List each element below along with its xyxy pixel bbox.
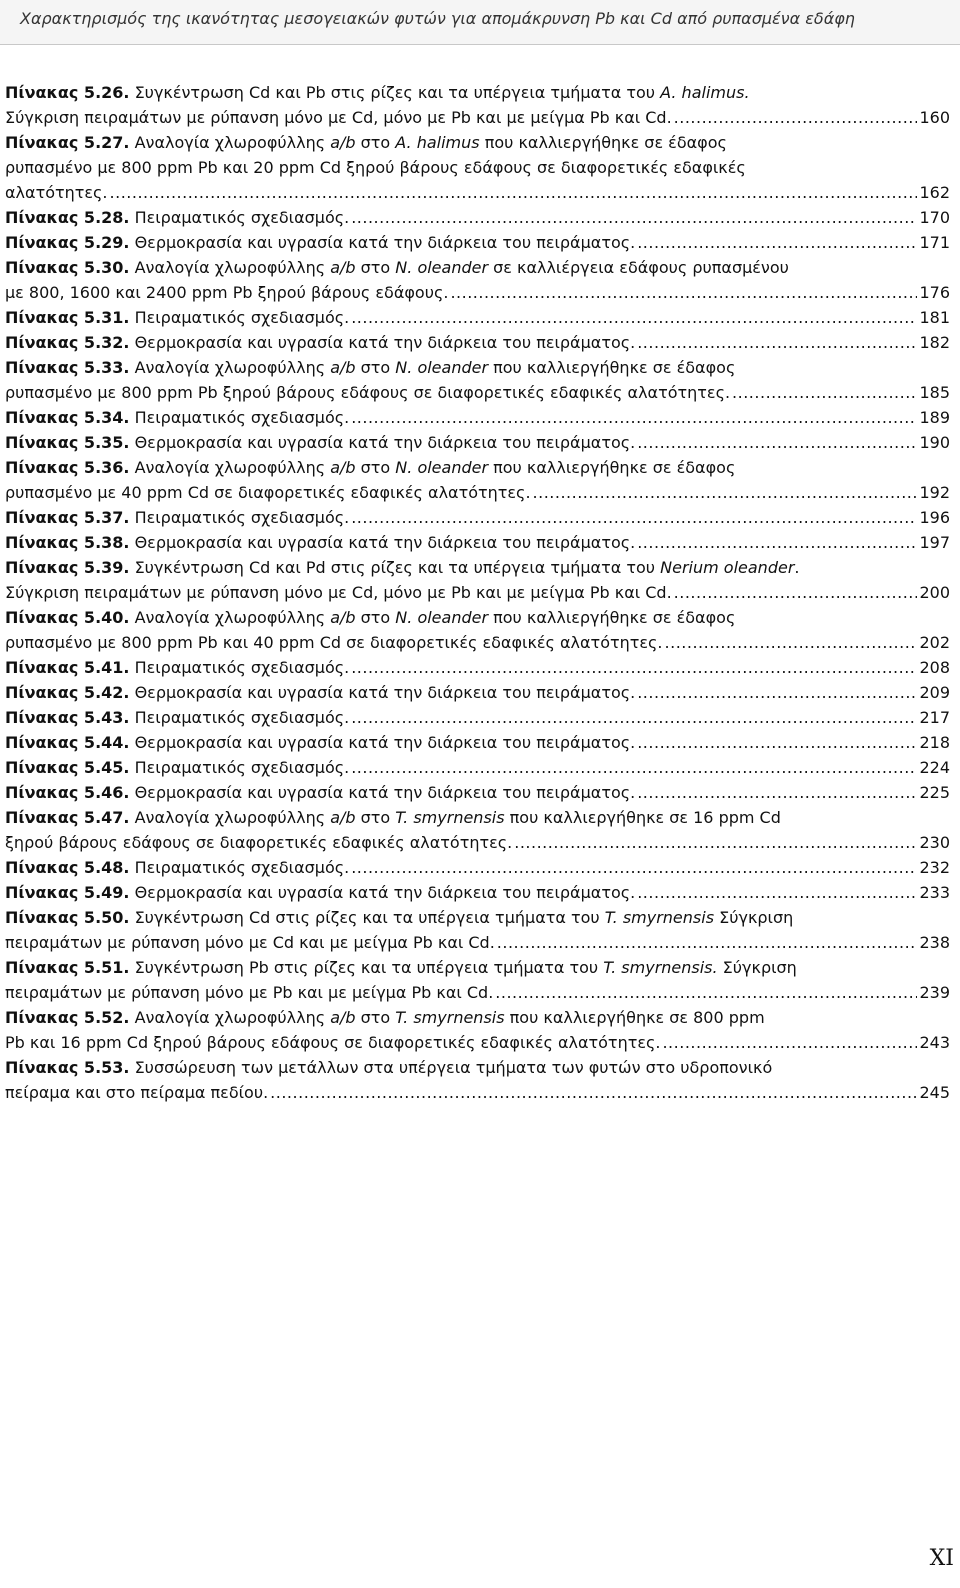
toc-entry-line — [5, 280, 950, 305]
toc-entry-line — [5, 380, 950, 405]
dot-leader — [514, 830, 917, 855]
toc-page-number[interactable]: 230 — [919, 833, 950, 852]
toc-entry[interactable] — [5, 355, 950, 405]
toc-page-number[interactable]: 224 — [919, 758, 950, 777]
dot-leader — [351, 855, 917, 880]
toc-page-number[interactable]: 192 — [919, 483, 950, 502]
dot-leader — [637, 430, 917, 455]
toc-entry-line — [5, 680, 950, 705]
species-name: N. oleander — [395, 358, 489, 377]
dot-leader — [270, 1080, 917, 1105]
toc-entry-text — [5, 180, 108, 205]
species-name: a/b — [330, 358, 356, 377]
toc-entry-line — [5, 305, 950, 330]
toc-entry[interactable] — [5, 680, 950, 705]
dot-leader — [533, 480, 918, 505]
table-label: Πίνακας 5.42. — [5, 683, 130, 702]
caption-text: που καλλιεργήθηκε σε έδαφος — [488, 358, 736, 377]
dot-leader — [637, 880, 917, 905]
dot-leader — [637, 230, 917, 255]
toc-entry[interactable] — [5, 955, 950, 1005]
table-label: Πίνακας 5.44. — [5, 733, 130, 752]
caption-text: Πειραματικός σχεδιασμός. — [129, 308, 350, 327]
toc-entry-line — [5, 205, 950, 230]
toc-entry-text — [5, 430, 635, 455]
caption-text: που καλλιεργήθηκε σε 16 ppm Cd — [504, 808, 781, 827]
caption-text: Πειραματικός σχεδιασμός. — [129, 508, 350, 527]
toc-entry-line — [5, 355, 950, 380]
toc-entry-line — [5, 230, 950, 255]
toc-entry-text — [5, 830, 512, 855]
caption-text: Πειραματικός σχεδιασμός. — [129, 708, 350, 727]
toc-entry[interactable] — [5, 405, 950, 430]
table-label: Πίνακας 5.28. — [5, 208, 130, 227]
caption-text: Πειραματικός σχεδιασμός. — [129, 858, 350, 877]
table-label: Πίνακας 5.37. — [5, 508, 130, 527]
toc-entry[interactable] — [5, 780, 950, 805]
toc-page-number[interactable]: 225 — [919, 783, 950, 802]
caption-text: πείραμα και στο πείραμα πεδίου. — [5, 1083, 269, 1102]
caption-text: που καλλιεργήθηκε σε έδαφος — [488, 608, 736, 627]
toc-entry-text — [5, 1005, 765, 1030]
table-label: Πίνακας 5.41. — [5, 658, 130, 677]
toc-entry[interactable] — [5, 330, 950, 355]
toc-entry-text — [5, 155, 746, 180]
toc-entry-line — [5, 405, 950, 430]
toc-entry-line — [5, 755, 950, 780]
toc-entry-text — [5, 1055, 772, 1080]
toc-entry-text — [5, 480, 531, 505]
toc-entry-text — [5, 730, 635, 755]
caption-text: που καλλιεργήθηκε σε έδαφος — [479, 133, 727, 152]
toc-page-number[interactable]: 176 — [919, 283, 950, 302]
toc-entry-line — [5, 80, 950, 105]
toc-entry-line — [5, 480, 950, 505]
toc-entry[interactable] — [5, 730, 950, 755]
species-name: T. smyrnensis — [395, 808, 505, 827]
toc-entry-line — [5, 1005, 950, 1030]
species-name: a/b — [330, 133, 356, 152]
caption-text: Θερμοκρασία και υγρασία κατά την διάρκεια του πειράματος. — [129, 683, 636, 702]
toc-page-number[interactable]: 170 — [919, 208, 950, 227]
toc-entry-text — [5, 1030, 660, 1055]
toc-entry-text — [5, 305, 349, 330]
caption-text: Αναλογία χλωροφύλλης — [129, 258, 331, 277]
dot-leader — [662, 1030, 917, 1055]
toc-entry-line — [5, 105, 950, 130]
toc-page-number[interactable]: 162 — [919, 183, 950, 202]
caption-text: στο — [355, 608, 396, 627]
table-label: Πίνακας 5.26. — [5, 83, 130, 102]
toc-page-number[interactable]: 202 — [919, 633, 950, 652]
caption-text: Θερμοκρασία και υγρασία κατά την διάρκεια του πειράματος. — [129, 533, 636, 552]
toc-entry[interactable] — [5, 205, 950, 230]
table-label: Πίνακας 5.53. — [5, 1058, 130, 1077]
caption-text: Αναλογία χλωροφύλλης — [129, 133, 331, 152]
table-label: Πίνακας 5.43. — [5, 708, 130, 727]
toc-entry[interactable] — [5, 705, 950, 730]
species-name: a/b — [330, 458, 356, 477]
toc-entry-text — [5, 755, 349, 780]
toc-entry[interactable] — [5, 655, 950, 680]
dot-leader — [637, 530, 917, 555]
toc-entry-text — [5, 330, 635, 355]
toc-entry-line — [5, 605, 950, 630]
toc-page-number[interactable]: 171 — [919, 233, 950, 252]
caption-text: Πειραματικός σχεδιασμός. — [129, 208, 350, 227]
species-name: a/b — [330, 258, 356, 277]
caption-text: που καλλιεργήθηκε σε έδαφος — [488, 458, 736, 477]
table-label: Πίνακας 5.35. — [5, 433, 130, 452]
toc-entry[interactable] — [5, 855, 950, 880]
toc-entry-line — [5, 780, 950, 805]
dot-leader — [665, 630, 918, 655]
toc-entry[interactable] — [5, 505, 950, 530]
dot-leader — [637, 730, 917, 755]
toc-entry-line — [5, 855, 950, 880]
toc-entry-text — [5, 205, 349, 230]
caption-text: Πειραματικός σχεδιασμός. — [129, 658, 350, 677]
toc-entry-text — [5, 705, 349, 730]
toc-entry-text — [5, 880, 635, 905]
species-name: T. smyrnensis. — [603, 958, 718, 977]
toc-entry-text — [5, 905, 793, 930]
toc-entry-line — [5, 705, 950, 730]
toc-entry[interactable] — [5, 805, 950, 855]
toc-entry-line — [5, 980, 950, 1005]
toc-entry-text — [5, 505, 349, 530]
toc-entry[interactable] — [5, 455, 950, 505]
table-label: Πίνακας 5.49. — [5, 883, 130, 902]
table-label: Πίνακας 5.38. — [5, 533, 130, 552]
caption-text: Θερμοκρασία και υγρασία κατά την διάρκεια του πειράματος. — [129, 233, 636, 252]
page-number: XI — [929, 1546, 954, 1571]
caption-text: στο — [355, 358, 396, 377]
toc-entry-line — [5, 505, 950, 530]
toc-entry-line — [5, 455, 950, 480]
table-label: Πίνακας 5.39. — [5, 558, 130, 577]
toc-entry-line — [5, 530, 950, 555]
caption-text: Σύγκριση πειραμάτων με ρύπανση μόνο με Cd, μόνο με Pb και με μείγμα Pb και Cd. — [5, 583, 672, 602]
dot-leader — [351, 705, 917, 730]
toc-entry-line — [5, 430, 950, 455]
toc-entry-text — [5, 80, 750, 105]
toc-entry[interactable] — [5, 80, 950, 130]
toc-entry[interactable] — [5, 755, 950, 780]
toc-page-number[interactable]: 232 — [919, 858, 950, 877]
toc-entry[interactable] — [5, 1005, 950, 1055]
toc-page-number[interactable]: 238 — [919, 933, 950, 952]
toc-entry-line — [5, 930, 950, 955]
toc-page-number[interactable]: 181 — [919, 308, 950, 327]
caption-text: Θερμοκρασία και υγρασία κατά την διάρκεια του πειράματος. — [129, 733, 636, 752]
dot-leader — [674, 105, 918, 130]
species-name: T. smyrnensis — [395, 1008, 505, 1027]
toc-entry-text — [5, 930, 495, 955]
toc-entry-text — [5, 955, 797, 980]
dot-leader — [450, 280, 917, 305]
toc-page-number[interactable]: 185 — [919, 383, 950, 402]
table-of-contents-list — [5, 80, 950, 1105]
dot-leader — [732, 380, 917, 405]
caption-text: ρυπασμένο με 40 ppm Cd σε διαφορετικές εδαφικές αλατότητες. — [5, 483, 531, 502]
caption-text: πειραμάτων με ρύπανση μόνο με Pb και με μείγμα Pb και Cd. — [5, 983, 494, 1002]
dot-leader — [637, 330, 917, 355]
species-name: N. oleander — [395, 258, 489, 277]
toc-entry[interactable] — [5, 530, 950, 555]
caption-text: πειραμάτων με ρύπανση μόνο με Cd και με μείγμα Pb και Cd. — [5, 933, 495, 952]
toc-entry[interactable] — [5, 305, 950, 330]
toc-entry-line — [5, 955, 950, 980]
table-label: Πίνακας 5.31. — [5, 308, 130, 327]
toc-page-number[interactable]: 200 — [919, 583, 950, 602]
caption-text: ξηρού βάρους εδάφους σε διαφορετικές εδαφικές αλατότητες. — [5, 833, 513, 852]
toc-entry-line — [5, 555, 950, 580]
species-name: T. smyrnensis — [604, 908, 715, 927]
toc-entry-text — [5, 380, 730, 405]
toc-page-number[interactable]: 197 — [919, 533, 950, 552]
caption-text: Αναλογία χλωροφύλλης — [129, 1008, 331, 1027]
toc-entry-text — [5, 280, 448, 305]
toc-entry-line — [5, 1030, 950, 1055]
caption-text: Πειραματικός σχεδιασμός. — [129, 758, 350, 777]
dot-leader — [674, 580, 918, 605]
table-label: Πίνακας 5.40. — [5, 608, 130, 627]
toc-page-number[interactable]: 245 — [919, 1083, 950, 1102]
caption-text: Σύγκριση — [717, 958, 797, 977]
dot-leader — [351, 755, 917, 780]
toc-page-number[interactable]: 217 — [919, 708, 950, 727]
toc-entry-text — [5, 530, 635, 555]
toc-entry-line — [5, 655, 950, 680]
caption-text: Αναλογία χλωροφύλλης — [129, 358, 331, 377]
toc-page-number[interactable]: 190 — [919, 433, 950, 452]
dot-leader — [495, 980, 917, 1005]
table-label: Πίνακας 5.52. — [5, 1008, 130, 1027]
table-label: Πίνακας 5.47. — [5, 808, 130, 827]
caption-text: Πειραματικός σχεδιασμός. — [129, 408, 350, 427]
toc-entry-text — [5, 255, 789, 280]
caption-text: στο — [355, 808, 396, 827]
caption-text: Συγκέντρωση Pb στις ρίζες και τα υπέργεια τμήματα του — [129, 958, 604, 977]
caption-text: Σύγκριση — [714, 908, 794, 927]
toc-entry[interactable] — [5, 1055, 950, 1105]
toc-page-number[interactable]: 160 — [919, 108, 950, 127]
table-label: Πίνακας 5.36. — [5, 458, 130, 477]
caption-text: Θερμοκρασία και υγρασία κατά την διάρκεια του πειράματος. — [129, 783, 636, 802]
caption-text: Αναλογία χλωροφύλλης — [129, 608, 331, 627]
caption-text: σε καλλιέργεια εδάφους ρυπασμένου — [488, 258, 789, 277]
species-name: a/b — [330, 808, 356, 827]
table-label: Πίνακας 5.45. — [5, 758, 130, 777]
species-name: N. oleander — [395, 608, 489, 627]
running-header-text: Χαρακτηρισμός της ικανότητας μεσογειακών φυτών για απομάκρυνση Pb και Cd από ρυπασμένα εδάφη — [20, 9, 855, 28]
toc-page-number[interactable]: 233 — [919, 883, 950, 902]
caption-text: που καλλιεργήθηκε σε 800 ppm — [504, 1008, 765, 1027]
caption-text: Συσσώρευση των μετάλλων στα υπέργεια τμήματα των φυτών στο υδροπονικό — [129, 1058, 773, 1077]
toc-page-number[interactable]: 189 — [919, 408, 950, 427]
species-name: a/b — [330, 1008, 356, 1027]
toc-entry-line — [5, 155, 950, 180]
caption-text: Αναλογία χλωροφύλλης — [129, 458, 331, 477]
caption-text: Συγκέντρωση Cd στις ρίζες και τα υπέργεια τμήματα του — [129, 908, 605, 927]
caption-text: Αναλογία χλωροφύλλης — [129, 808, 331, 827]
table-label: Πίνακας 5.46. — [5, 783, 130, 802]
dot-leader — [110, 180, 918, 205]
toc-entry-line — [5, 730, 950, 755]
caption-text: Θερμοκρασία και υγρασία κατά την διάρκεια του πειράματος. — [129, 433, 636, 452]
toc-page-number[interactable]: 239 — [919, 983, 950, 1002]
toc-entry-text — [5, 605, 735, 630]
dot-leader — [351, 205, 917, 230]
species-name: a/b — [330, 608, 356, 627]
caption-text: στο — [355, 258, 396, 277]
toc-entry[interactable] — [5, 130, 950, 205]
toc-entry-text — [5, 780, 635, 805]
dot-leader — [351, 505, 917, 530]
running-header — [0, 0, 960, 45]
dot-leader — [637, 780, 917, 805]
toc-entry-text — [5, 630, 663, 655]
table-label: Πίνακας 5.48. — [5, 858, 130, 877]
table-label: Πίνακας 5.30. — [5, 258, 130, 277]
caption-text: Συγκέντρωση Cd και Pb στις ρίζες και τα υπέργεια τμήματα του — [129, 83, 661, 102]
toc-entry-line — [5, 905, 950, 930]
toc-entry-text — [5, 105, 672, 130]
caption-text: . — [794, 558, 800, 577]
toc-entry[interactable] — [5, 555, 950, 605]
species-name: A. halimus — [395, 133, 480, 152]
dot-leader — [637, 680, 917, 705]
toc-page-number[interactable]: 218 — [919, 733, 950, 752]
toc-entry-line — [5, 830, 950, 855]
toc-entry-text — [5, 555, 799, 580]
species-name: N. oleander — [395, 458, 489, 477]
toc-entry[interactable] — [5, 905, 950, 955]
table-label: Πίνακας 5.51. — [5, 958, 130, 977]
toc-entry-text — [5, 1080, 268, 1105]
toc-entry-line — [5, 580, 950, 605]
table-label: Πίνακας 5.29. — [5, 233, 130, 252]
species-name: A. halimus. — [660, 83, 750, 102]
toc-entry-text — [5, 130, 727, 155]
toc-page-number[interactable]: 182 — [919, 333, 950, 352]
toc-entry[interactable] — [5, 880, 950, 905]
species-name: Nerium oleander — [660, 558, 795, 577]
toc-entry-text — [5, 230, 635, 255]
caption-text: στο — [355, 458, 396, 477]
dot-leader — [351, 405, 917, 430]
toc-entry-line — [5, 1080, 950, 1105]
table-label: Πίνακας 5.34. — [5, 408, 130, 427]
toc-entry-line — [5, 255, 950, 280]
toc-entry-line — [5, 630, 950, 655]
caption-text: Pb και 16 ppm Cd ξηρού βάρους εδάφους σε διαφορετικές εδαφικές αλατότητες. — [5, 1033, 661, 1052]
caption-text: με 800, 1600 και 2400 ppm Pb ξηρού βάρους εδάφους. — [5, 283, 449, 302]
toc-entry-text — [5, 980, 493, 1005]
caption-text: Θερμοκρασία και υγρασία κατά την διάρκεια του πειράματος. — [129, 883, 636, 902]
table-label: Πίνακας 5.50. — [5, 908, 130, 927]
toc-entry-line — [5, 805, 950, 830]
toc-entry-text — [5, 805, 781, 830]
toc-entry-text — [5, 580, 672, 605]
toc-page-number[interactable]: 243 — [919, 1033, 950, 1052]
caption-text: Θερμοκρασία και υγρασία κατά την διάρκεια του πειράματος. — [129, 333, 636, 352]
toc-entry-text — [5, 655, 349, 680]
toc-entry-line — [5, 130, 950, 155]
table-label: Πίνακας 5.33. — [5, 358, 130, 377]
table-label: Πίνακας 5.27. — [5, 133, 130, 152]
dot-leader — [497, 930, 918, 955]
toc-entry[interactable] — [5, 605, 950, 655]
table-label: Πίνακας 5.32. — [5, 333, 130, 352]
toc-entry-text — [5, 855, 349, 880]
caption-text: ρυπασμένο με 800 ppm Pb ξηρού βάρους εδάφους σε διαφορετικές εδαφικές αλατότητες. — [5, 383, 731, 402]
toc-page-number[interactable]: 208 — [919, 658, 950, 677]
caption-text: στο — [355, 133, 396, 152]
toc-entry-line — [5, 880, 950, 905]
toc-page-number[interactable]: 196 — [919, 508, 950, 527]
caption-text: ρυπασμένο με 800 ppm Pb και 20 ppm Cd ξηρού βάρους εδάφους σε διαφορετικές εδαφικές — [5, 158, 746, 177]
caption-text: ρυπασμένο με 800 ppm Pb και 40 ppm Cd σε διαφορετικές εδαφικές αλατότητες. — [5, 633, 663, 652]
toc-entry-line — [5, 330, 950, 355]
toc-entry-line — [5, 180, 950, 205]
dot-leader — [351, 305, 917, 330]
caption-text: αλατότητες. — [5, 183, 108, 202]
toc-entry-line — [5, 1055, 950, 1080]
caption-text: Συγκέντρωση Cd και Pd στις ρίζες και τα υπέργεια τμήματα του — [129, 558, 661, 577]
toc-entry[interactable] — [5, 430, 950, 455]
toc-entry-text — [5, 680, 635, 705]
toc-entry-text — [5, 355, 735, 380]
dot-leader — [351, 655, 917, 680]
caption-text: Σύγκριση πειραμάτων με ρύπανση μόνο με Cd, μόνο με Pb και με μείγμα Pb και Cd. — [5, 108, 672, 127]
caption-text: στο — [355, 1008, 396, 1027]
toc-entry[interactable] — [5, 255, 950, 305]
toc-entry-text — [5, 405, 349, 430]
toc-entry-text — [5, 455, 735, 480]
toc-entry[interactable] — [5, 230, 950, 255]
toc-page-number[interactable]: 209 — [919, 683, 950, 702]
